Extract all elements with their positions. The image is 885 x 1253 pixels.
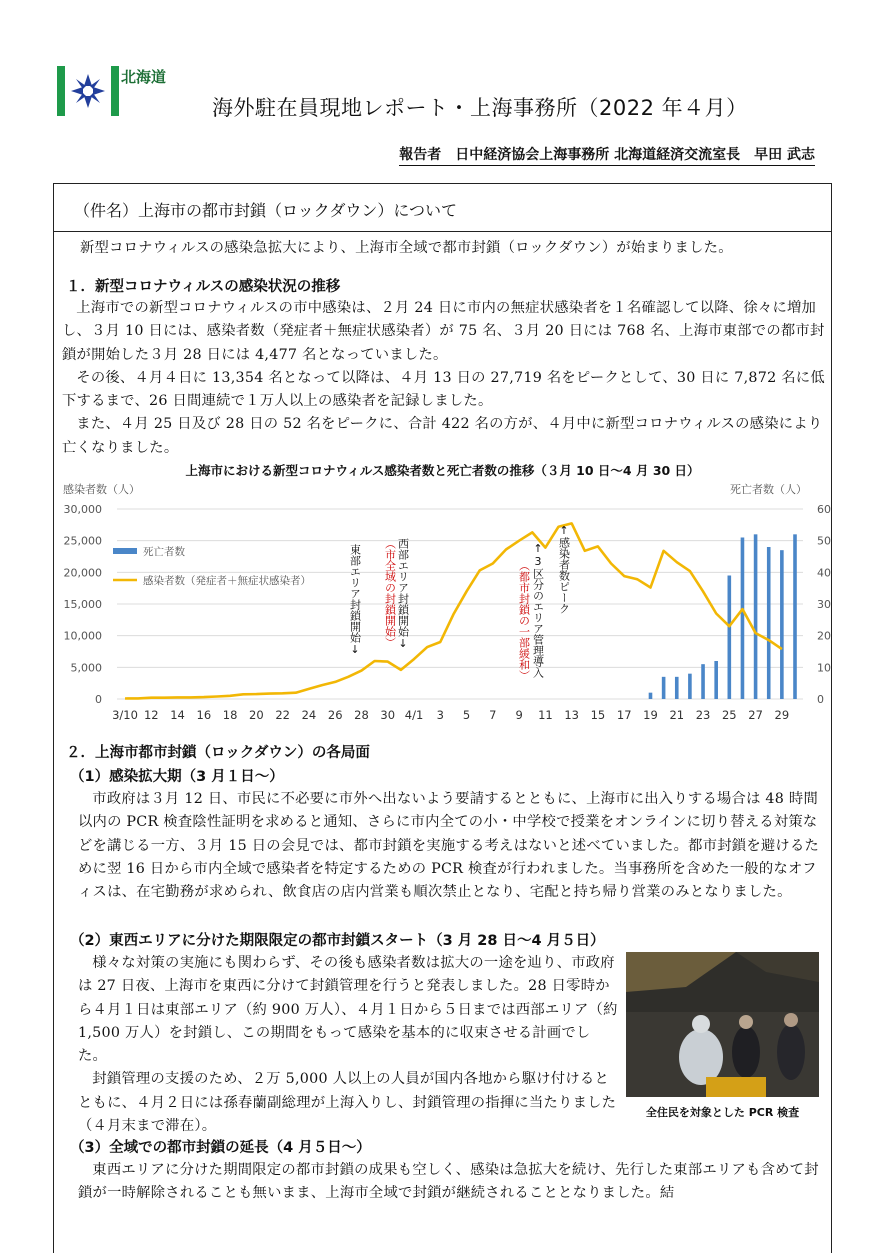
intro-paragraph: 新型コロナウィルスの感染急拡大により、上海市全域で都市封鎖（ロックダウン）が始まりました。	[80, 240, 733, 256]
y-left-tick-label: 20,000	[63, 566, 102, 580]
x-tick-label: 23	[695, 708, 711, 722]
x-tick-label: 12	[143, 708, 159, 722]
death-bar	[675, 677, 679, 699]
y-left-axis-title: 感染者数（人）	[63, 483, 140, 496]
section1-paragraph: また、４月 25 日及び 28 日の 52 名をピークに、合計 422 名の方が、４月中に新型コロナウィルスの感染により亡くなりました。	[62, 416, 823, 456]
x-tick-label: 15	[590, 708, 606, 722]
section2-2-body	[78, 952, 618, 1138]
death-bar	[662, 677, 666, 699]
x-tick-label: 29	[774, 708, 790, 722]
reporter-line: 報告者 日中経済協会上海事務所 北海道経済交流室長 早田 武志	[399, 144, 815, 166]
x-tick-label: 24	[301, 708, 317, 722]
legend-swatch-deaths	[113, 548, 137, 554]
section1-heading: １．新型コロナウィルスの感染状況の推移	[66, 279, 341, 295]
hokkaido-logo	[57, 62, 183, 116]
infection-series-line	[125, 523, 782, 698]
x-tick-label: 21	[669, 708, 685, 722]
death-bar	[741, 538, 745, 700]
death-bar	[728, 576, 732, 700]
x-tick-label: 16	[196, 708, 212, 722]
y-right-tick-label: 10	[817, 661, 831, 675]
legend-label-infections: 感染者数（発症者＋無症状感染者）	[143, 575, 311, 587]
section1-paragraph: 上海市での新型コロナウィルスの市中感染は、２月 24 日に市内の無症状感染者を１名確認して以降、徐々に増加し、３月 10 日には、感染者数（発症者＋無症状感染者）が 75 名、３月 20 日には 768 名、上海市東部での都市封鎖が開始した３月 28 日には 4,477 名となっていました。	[62, 300, 825, 363]
chart-legend	[113, 545, 311, 587]
x-tick-label: 27	[748, 708, 763, 722]
x-tick-label: 4/1	[404, 708, 424, 722]
chart-annotation: ↑感染者数ピーク	[557, 524, 571, 614]
death-bar	[714, 661, 718, 699]
chart-annotation: ↑3区分のエリア管理導入	[531, 542, 545, 678]
death-bar	[793, 534, 797, 699]
y-right-tick-label: 50	[817, 534, 831, 548]
x-tick-label: 25	[721, 708, 737, 722]
photo-caption: 全住民を対象とした PCR 検査	[645, 1106, 800, 1119]
section2-3-heading: （3）全域での都市封鎖の延長（4 月５日～）	[70, 1140, 371, 1156]
y-right-tick-label: 0	[817, 693, 824, 706]
chart-title: 上海市における新型コロナウィルス感染者数と死亡者数の推移（３月 10 日～4 月 30 日）	[185, 463, 700, 478]
x-tick-label: 5	[462, 708, 471, 722]
subject-line: （件名）上海市の都市封鎖（ロックダウン）について	[74, 201, 458, 220]
x-tick-label: 11	[538, 708, 553, 722]
death-bar	[701, 664, 705, 699]
y-left-tick-label: 30,000	[63, 503, 102, 516]
x-tick-label: 9	[515, 708, 523, 722]
x-tick-label: 3	[436, 708, 444, 722]
chart-annotation: （市全域の封鎖開始）	[383, 538, 397, 648]
section1-paragraph: その後、４月４日に 13,354 名となって以降は、４月 13 日の 27,719 名をピークとして、30 日に 7,872 名に低下するまで、26 日間連続で１万人以上の感染者を記録しました。	[62, 369, 825, 410]
x-tick-label: 17	[616, 708, 632, 722]
section2-2-paragraph: 様々な対策の実施にも関わらず、その後も感染者数は拡大の一途を辿り、市政府は 27 日夜、上海市を東西に分けて封鎖管理を行うと発表しました。28 日零時から４月１日は東部エリア（約 900 万人）、４月１日から５日までは西部エリア（約 1,500 万人）を封鎖し、この期間をもって感染を基本的に収束させる計画でした。	[78, 955, 618, 1065]
section2-2-heading: （2）東西エリアに分けた期限限定の都市封鎖スタート（3 月 28 日～4 月５日）	[70, 933, 605, 949]
death-bar	[754, 534, 758, 699]
section2-heading: ２．上海市都市封鎖（ロックダウン）の各局面	[66, 745, 370, 761]
section2-3-paragraph: 東西エリアに分けた期間限定の都市封鎖の成果も空しく、感染は急拡大を続け、先行した東部エリアも含めて封鎖が一時解除されることも無いまま、上海市全域で封鎖が継続されることとなりました。結	[78, 1162, 819, 1202]
x-tick-label: 20	[249, 708, 264, 722]
death-bar	[767, 547, 771, 699]
photo-placeholder-icon	[626, 952, 819, 1097]
x-tick-label: 3/10	[112, 708, 138, 722]
death-bar	[780, 550, 784, 699]
y-left-tick-label: 25,000	[63, 534, 102, 548]
y-right-tick-label: 40	[817, 566, 831, 580]
y-left-tick-label: 10,000	[63, 629, 102, 643]
section1-body	[62, 297, 828, 460]
x-tick-label: 22	[275, 708, 290, 722]
chart-annotation: 東部エリア封鎖開始↓	[348, 544, 362, 656]
y-right-tick-label: 30	[817, 598, 831, 611]
x-tick-label: 26	[327, 708, 343, 722]
death-bars	[649, 534, 797, 699]
section2-1-heading: （1）感染拡大期（3 月１日～）	[70, 769, 284, 785]
y-left-tick-label: 15,000	[63, 598, 102, 611]
chart-annotation: （都市封鎖の一部緩和）	[517, 560, 531, 681]
logo-text: 北海道	[121, 68, 167, 86]
legend-label-deaths: 死亡者数	[143, 546, 185, 558]
x-tick-label: 13	[564, 708, 579, 722]
infection-death-chart	[0, 478, 885, 728]
x-tick-label: 19	[643, 708, 658, 722]
y-right-tick-label: 20	[817, 629, 831, 643]
chart-annotation: 西部エリア封鎖開始↓	[396, 538, 410, 650]
section2-2-paragraph: 封鎖管理の支援のため、２万 5,000 人以上の人員が国内各地から駆け付けるとともに、４月２日には孫春蘭副総理が上海入りし、封鎖管理の指揮に当たりました（４月末まで滞在）。	[78, 1071, 617, 1135]
infection-line	[125, 523, 782, 698]
x-tick-label: 7	[489, 708, 497, 722]
x-tick-label: 18	[222, 708, 238, 722]
x-tick-label: 30	[380, 708, 396, 722]
x-tick-label: 14	[170, 708, 185, 722]
section2-1-paragraph: 市政府は３月 12 日、市民に不必要に市外へ出ないよう要請するとともに、上海市に出入りする場合は 48 時間以内の PCR 検査陰性証明を求めると通知、さらに市内全ての小・中学校で授業をオンラインに切り替える対策などを講じる一方、３月 15 日の会見では、都市封鎖を実施する考えはないと述べていました。都市封鎖を避けるために翌 16 日から市内全域で感染者を特定するための PCR 検査が行われました。当事務所を含めた一般的なオフィスは、在宅勤務が求められ、飲食店の店内営業も順次禁止となり、宅配と持ち帰り営業のみとなりました。	[78, 791, 820, 901]
y-right-axis-title: 死亡者数（人）	[730, 483, 807, 496]
page-title: 海外駐在員現地レポート・上海事務所（2022 年４月）	[212, 96, 748, 120]
y-left-tick-label: 0	[95, 693, 102, 706]
y-left-tick-label: 5,000	[70, 661, 102, 675]
y-right-tick-label: 60	[817, 503, 831, 516]
x-tick-label: 28	[354, 708, 369, 722]
pcr-test-photo	[626, 952, 819, 1097]
death-bar	[649, 693, 653, 699]
death-bar	[688, 674, 692, 699]
